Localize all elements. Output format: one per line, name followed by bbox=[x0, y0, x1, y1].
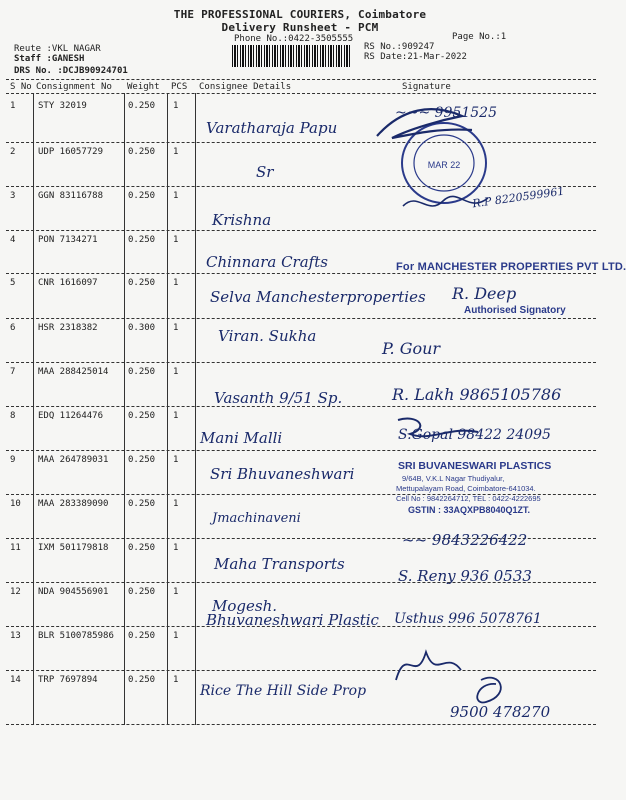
table-row bbox=[0, 101, 600, 146]
runsheet-subtitle: Delivery Runsheet - PCM bbox=[221, 21, 379, 34]
row-rule bbox=[6, 318, 596, 319]
row-sno: 8 bbox=[10, 411, 16, 421]
row-signature: ~~ 9843226422 bbox=[402, 531, 528, 549]
row-signature: S. Reny 936 0533 bbox=[398, 567, 532, 585]
row-sno: 9 bbox=[10, 455, 16, 465]
table-row bbox=[0, 278, 600, 323]
row-pcs: 1 bbox=[173, 278, 179, 288]
row-pcs: 1 bbox=[173, 455, 179, 465]
row-signature: S.Gopal 98422 24095 bbox=[398, 427, 551, 443]
row-signature: Usthus 996 5078761 bbox=[394, 611, 542, 627]
row-pcs: 1 bbox=[173, 191, 179, 201]
row-consignment: EDQ 11264476 bbox=[38, 411, 104, 421]
row-consignee: Maha Transports bbox=[214, 555, 345, 573]
row-consignment: CNR 1616097 bbox=[38, 278, 98, 288]
row-weight: 0.250 bbox=[128, 675, 156, 685]
row-rule bbox=[6, 724, 596, 725]
row-sno: 11 bbox=[10, 543, 21, 553]
row-pcs: 1 bbox=[173, 543, 179, 553]
row-weight: 0.250 bbox=[128, 455, 156, 465]
row-consignee: Sri Bhuvaneshwari bbox=[210, 465, 355, 483]
phone-number: Phone No.:0422-3505555 bbox=[234, 34, 354, 44]
row-consignment: MAA 264789031 bbox=[38, 455, 109, 465]
row-sno: 6 bbox=[10, 323, 16, 333]
row-rule bbox=[6, 362, 596, 363]
drs-number: DRS No. :DCJB90924701 bbox=[14, 66, 128, 76]
row-consignee: Sr bbox=[256, 163, 274, 181]
staff-label: Staff :GANESH bbox=[14, 54, 85, 64]
row-pcs: 1 bbox=[173, 411, 179, 421]
row-pcs: 1 bbox=[173, 675, 179, 685]
rs-number: RS No.:909247 bbox=[364, 42, 435, 52]
row-consignee: Jmachinaveni bbox=[212, 511, 301, 526]
row-consignment: MAA 283389090 bbox=[38, 499, 109, 509]
row-consignment: HSR 2318382 bbox=[38, 323, 98, 333]
row-sno: 12 bbox=[10, 587, 21, 597]
col-header-signature: Signature bbox=[402, 82, 451, 92]
header-rule-bottom bbox=[6, 93, 596, 94]
row-sno: 10 bbox=[10, 499, 21, 509]
row-rule bbox=[6, 142, 596, 143]
row-weight: 0.250 bbox=[128, 367, 156, 377]
manchester-stamp: For MANCHESTER PROPERTIES PVT LTD. bbox=[396, 261, 626, 273]
row-sno: 14 bbox=[10, 675, 21, 685]
col-header-sno: S No bbox=[10, 82, 32, 92]
rs-date: RS Date:21-Mar-2022 bbox=[364, 52, 467, 62]
col-header-weight: Weight bbox=[127, 82, 160, 92]
row-sno: 4 bbox=[10, 235, 16, 245]
row-rule bbox=[6, 273, 596, 274]
row-sno: 1 bbox=[10, 101, 16, 111]
row-pcs: 1 bbox=[173, 147, 179, 157]
row-weight: 0.250 bbox=[128, 191, 156, 201]
buvaneswari-stamp-cell: Cell No : 9842264712, TEL : 0422-4222695 bbox=[396, 494, 541, 503]
buvaneswari-stamp-name: SRI BUVANESWARI PLASTICS bbox=[398, 460, 552, 472]
authorised-signatory: Authorised Signatory bbox=[464, 305, 566, 316]
barcode bbox=[232, 45, 352, 67]
row-sno: 7 bbox=[10, 367, 16, 377]
row-sno: 13 bbox=[10, 631, 21, 641]
row-consignment: MAA 288425014 bbox=[38, 367, 109, 377]
row-consignment: NDA 904556901 bbox=[38, 587, 109, 597]
row-consignment: GGN 83116788 bbox=[38, 191, 104, 201]
row-consignee: Varatharaja Papu bbox=[206, 119, 338, 137]
row-consignment: TRP 7697894 bbox=[38, 675, 98, 685]
row-pcs: 1 bbox=[173, 587, 179, 597]
row-weight: 0.250 bbox=[128, 101, 156, 111]
row-consignment: UDP 16057729 bbox=[38, 147, 104, 157]
row-rule bbox=[6, 406, 596, 407]
row-pcs: 1 bbox=[173, 367, 179, 377]
row-consignment: PON 7134271 bbox=[38, 235, 98, 245]
signature-scribble-3 bbox=[398, 186, 518, 226]
row-consignment: BLR 5100785986 bbox=[38, 631, 114, 641]
row-signature: R. Lakh 9865105786 bbox=[392, 385, 562, 404]
route-label: Reute :VKL NAGAR bbox=[14, 44, 101, 54]
row-signature: R. Deep bbox=[452, 284, 517, 303]
page-number: Page No.:1 bbox=[452, 32, 507, 42]
row-weight: 0.250 bbox=[128, 411, 156, 421]
row-consignee: Rice The Hill Side Prop bbox=[200, 683, 367, 699]
row-sno: 3 bbox=[10, 191, 16, 201]
buvaneswari-stamp-gstin: GSTIN : 33AQXPB8040Q1ZT. bbox=[408, 505, 531, 515]
row-consignee: Mogesh. bbox=[212, 597, 277, 615]
buvaneswari-stamp-addr2: Mettupalayam Road, Coimbatore-641034. bbox=[396, 484, 536, 493]
col-header-consignee: Consignee Details bbox=[199, 82, 292, 92]
signature-scribble-8 bbox=[390, 412, 490, 448]
row-consignee: Vasanth 9/51 Sp. bbox=[214, 389, 343, 407]
row-sno: 2 bbox=[10, 147, 16, 157]
row-weight: 0.300 bbox=[128, 323, 156, 333]
row-rule bbox=[6, 230, 596, 231]
buvaneswari-stamp-addr1: 9/64B, V.K.L Nagar Thudiyalur, bbox=[402, 474, 505, 483]
row-signature: P. Gour bbox=[382, 339, 441, 358]
row-sno: 5 bbox=[10, 278, 16, 288]
company-title: THE PROFESSIONAL COURIERS, Coimbatore bbox=[173, 8, 427, 21]
row-consignment: IXM 501179818 bbox=[38, 543, 109, 553]
row-consignee: Mani Malli bbox=[200, 429, 283, 447]
row-weight: 0.250 bbox=[128, 499, 156, 509]
row-signature: R.P 8220599961 bbox=[471, 184, 566, 211]
row-weight: 0.250 bbox=[128, 235, 156, 245]
row-pcs: 1 bbox=[173, 235, 179, 245]
row-pcs: 1 bbox=[173, 323, 179, 333]
row-weight: 0.250 bbox=[128, 147, 156, 157]
row-pcs: 1 bbox=[173, 499, 179, 509]
row-consignment: STY 32019 bbox=[38, 101, 87, 111]
col-header-pcs: PCS bbox=[171, 82, 188, 92]
row-pcs: 1 bbox=[173, 631, 179, 641]
row-weight: 0.250 bbox=[128, 587, 156, 597]
col-header-consignment: Consignment No bbox=[36, 82, 112, 92]
row-weight: 0.250 bbox=[128, 543, 156, 553]
row-pcs: 1 bbox=[173, 101, 179, 111]
signature-scribble-13 bbox=[386, 640, 516, 710]
row-consignee: Selva Manchesterproperties bbox=[210, 288, 426, 306]
row-rule bbox=[6, 450, 596, 451]
row-weight: 0.250 bbox=[128, 278, 156, 288]
signature-scribble-1 bbox=[372, 98, 482, 148]
row-signature: ~~~ 9951525 bbox=[395, 105, 497, 121]
row-consignee: Bhuvaneshwari Plastic bbox=[206, 611, 379, 629]
round-stamp-date: MAR 22 bbox=[427, 160, 461, 170]
row-consignee: Viran. Sukha bbox=[218, 327, 317, 345]
row-consignee: Krishna bbox=[212, 211, 272, 229]
row-consignee: Chinnara Crafts bbox=[206, 253, 328, 271]
row-weight: 0.250 bbox=[128, 631, 156, 641]
header-rule-top bbox=[6, 79, 596, 80]
row-signature: 9500 478270 bbox=[450, 703, 551, 721]
